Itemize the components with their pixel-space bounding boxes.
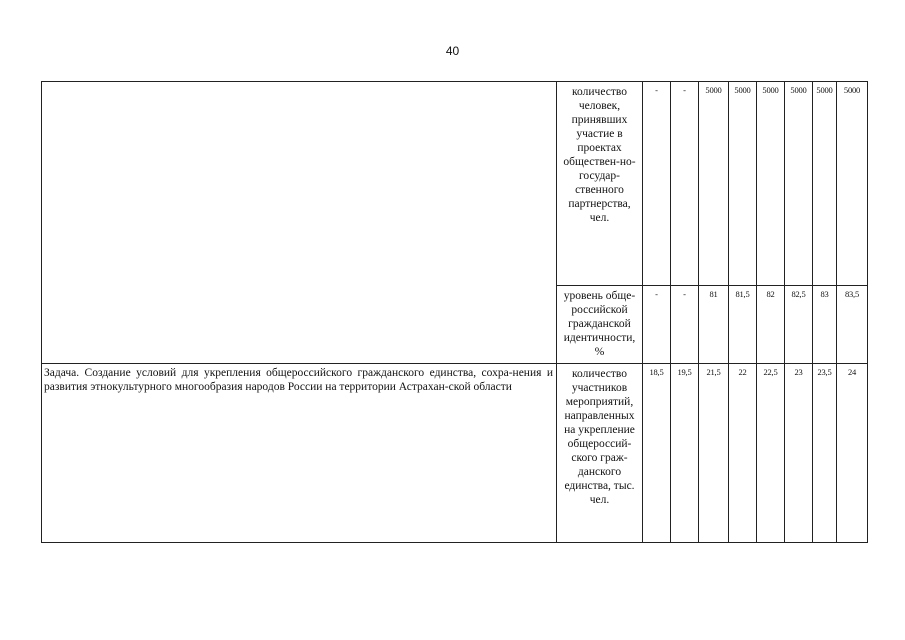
value-cell: 5000 xyxy=(699,82,729,286)
value-cell: 21,5 xyxy=(699,364,729,543)
value-cell: 22 xyxy=(729,364,757,543)
indicator-label: количество участников мероприятий, направленных на укрепление общероссий-ского граж-данского единства, тыс. чел. xyxy=(557,364,643,543)
page-number: 40 xyxy=(445,44,460,58)
value-cell: 23,5 xyxy=(813,364,837,543)
value-cell: 23 xyxy=(785,364,813,543)
value-cell: 83 xyxy=(813,286,837,364)
value-cell: 19,5 xyxy=(671,364,699,543)
table-row xyxy=(42,82,868,286)
value-cell: - xyxy=(671,286,699,364)
table-row xyxy=(42,364,868,543)
value-cell: 5000 xyxy=(729,82,757,286)
goal-cell-empty xyxy=(42,82,557,364)
indicator-label: количество человек, принявших участие в проектах обществен-но-государ-ственного партнерства, чел. xyxy=(557,82,643,286)
value-cell: 82,5 xyxy=(785,286,813,364)
value-cell: 24 xyxy=(837,364,868,543)
indicators-table xyxy=(41,81,868,543)
task-description: Задача. Создание условий для укрепления общероссийского гражданского единства, сохра-нения и развития этнокультурного многообразия народов России на территории Астрахан-ской области xyxy=(42,364,557,543)
value-cell: 5000 xyxy=(837,82,868,286)
value-cell: 22,5 xyxy=(757,364,785,543)
value-cell: 83,5 xyxy=(837,286,868,364)
value-cell: 5000 xyxy=(785,82,813,286)
value-cell: 5000 xyxy=(757,82,785,286)
value-cell: 18,5 xyxy=(643,364,671,543)
value-cell: 81,5 xyxy=(729,286,757,364)
indicator-label: уровень обще-российской гражданской идентичности, % xyxy=(557,286,643,364)
value-cell: - xyxy=(643,286,671,364)
value-cell: 82 xyxy=(757,286,785,364)
value-cell: 5000 xyxy=(813,82,837,286)
value-cell: - xyxy=(671,82,699,286)
value-cell: 81 xyxy=(699,286,729,364)
value-cell: - xyxy=(643,82,671,286)
